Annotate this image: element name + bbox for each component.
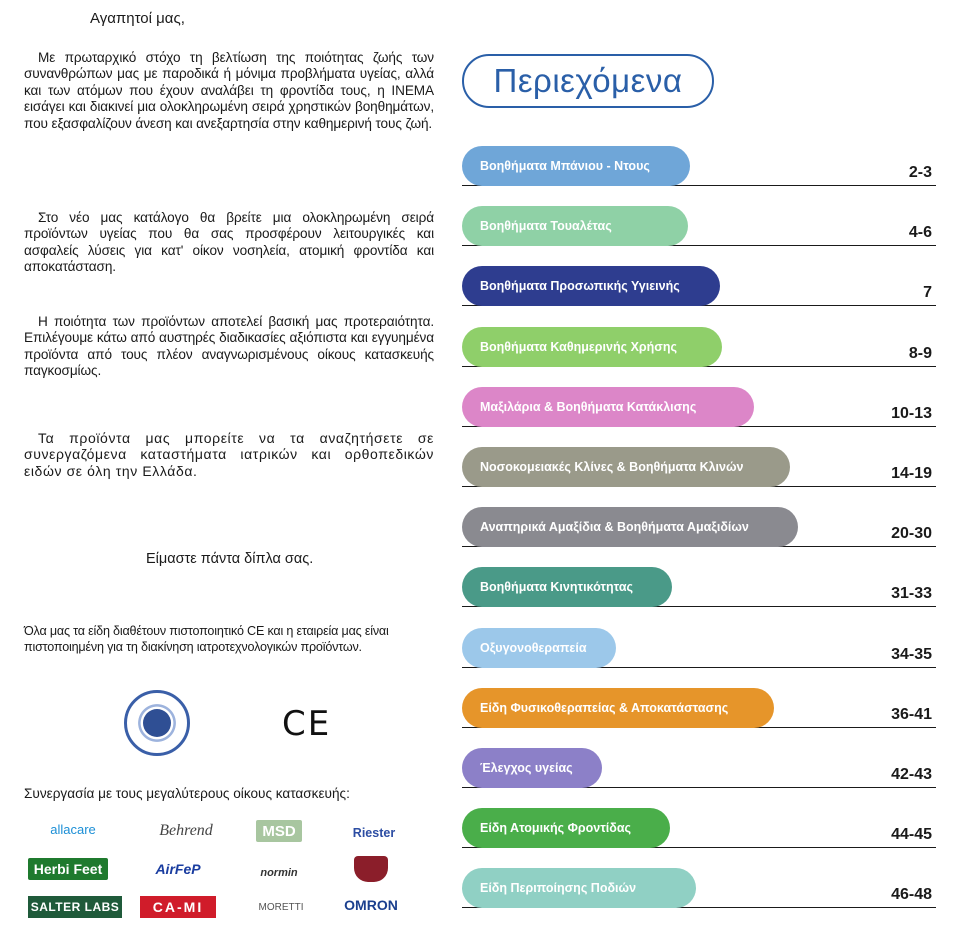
toc-item-pages: 14-19 bbox=[891, 465, 932, 482]
toc-item-pages: 36-41 bbox=[891, 705, 932, 723]
logo-airfep: AirFeP bbox=[155, 861, 201, 877]
toc-item-label: Βοηθήματα Προσωπικής Υγιεινής bbox=[462, 266, 720, 306]
logo-normin: normin bbox=[260, 867, 298, 879]
paragraph-stores: Τα προϊόντα μας μπορείτε να τα αναζητήσετε σε συνεργαζόμενα καταστήματα ιατρικών και ορθοπεδικών ειδών σε όλη την Ελλάδα. bbox=[24, 430, 434, 479]
toc-item-label: Είδη Ατομικής Φροντίδας bbox=[462, 808, 670, 848]
toc-item[interactable] bbox=[462, 266, 936, 306]
toc-item[interactable] bbox=[462, 447, 936, 487]
toc-item-pages: 42-43 bbox=[891, 766, 932, 783]
toc-item-pages: 34-35 bbox=[891, 645, 932, 663]
toc-item[interactable] bbox=[462, 628, 936, 668]
toc-item-label: Οξυγονοθεραπεία bbox=[462, 628, 616, 668]
logo-herbi-feet: Herbi Feet bbox=[28, 858, 108, 880]
paragraph-catalog: Στο νέο μας κατάλογο θα βρείτε μια ολοκληρωμένη σειρά προϊόντων υγείας που θα σας προσφέρουν λειτουργικές και ασφαλείς λύσεις για κατ' οίκον νοσηλεία, ατομική φροντίδα και αποκατάσταση. bbox=[24, 210, 434, 275]
toc-item[interactable] bbox=[462, 567, 936, 607]
greeting: Αγαπητοί μας, bbox=[90, 10, 185, 27]
toc-item-label: Νοσοκομειακές Κλίνες & Βοηθήματα Κλινών bbox=[462, 447, 790, 487]
tuv-seal-icon bbox=[124, 690, 190, 756]
toc-item[interactable] bbox=[462, 868, 936, 908]
logo-behrend: Behrend bbox=[159, 822, 213, 839]
logo-riester: Riester bbox=[352, 826, 396, 840]
logo-msd: MSD bbox=[256, 820, 302, 842]
toc-item-label: Έλεγχος υγείας bbox=[462, 748, 602, 788]
closing-line: Είμαστε πάντα δίπλα σας. bbox=[146, 551, 314, 567]
toc-item-label: Βοηθήματα Μπάνιου - Ντους bbox=[462, 146, 690, 186]
toc-title: Περιεχόμενα bbox=[462, 54, 714, 108]
ce-mark: CE bbox=[282, 704, 332, 744]
toc-item-pages: 2-3 bbox=[908, 164, 932, 181]
toc-item[interactable] bbox=[462, 387, 936, 427]
toc-item-pages: 7 bbox=[923, 284, 932, 302]
toc-item-label: Είδη Περιποίησης Ποδιών bbox=[462, 868, 696, 908]
toc-item[interactable] bbox=[462, 327, 936, 367]
toc-item[interactable] bbox=[462, 507, 936, 547]
paragraph-quality: Η ποιότητα των προϊόντων αποτελεί βασική μας προτεραιότητα. Επιλέγουμε κάτω από αυστηρές διαδικασίες αξιόπιστα και εγγυημένα προϊόντα από τους πλέον αναγνωρισμένους οίκους κατασκευής παγκοσμίως. bbox=[24, 314, 434, 379]
toc-item-pages: 44-45 bbox=[891, 826, 932, 844]
toc-item[interactable] bbox=[462, 688, 936, 728]
partners-title: Συνεργασία με τους μεγαλύτερους οίκους κατασκευής: bbox=[24, 786, 350, 801]
toc-item-pages: 10-13 bbox=[891, 404, 932, 422]
logo-salter-labs: SALTER LABS bbox=[28, 896, 122, 918]
toc-item-label: Μαξιλάρια & Βοηθήματα Κατάκλισης bbox=[462, 387, 754, 427]
toc-item-label: Βοηθήματα Κινητικότητας bbox=[462, 567, 672, 607]
toc-item[interactable] bbox=[462, 146, 936, 186]
toc-item-pages: 31-33 bbox=[891, 585, 932, 603]
toc-item-label: Είδη Φυσικοθεραπείας & Αποκατάστασης bbox=[462, 688, 774, 728]
logo-omron: OMRON bbox=[344, 897, 398, 913]
toc-item-label: Αναπηρικά Αμαξίδια & Βοηθήματα Αμαξιδίων bbox=[462, 507, 798, 547]
paragraph-intro: Με πρωταρχικό στόχο τη βελτίωση της ποιότητας ζωής των συνανθρώπων μας με παροδικά ή μόνιμα προβλήματα υγείας, αλλά και των ατόμων που έχουν αναλάβει τη φροντίδα τους, η INEMA εισάγει και διακινεί μια ολοκληρωμένη σειρά χρηστικών βοηθημάτων, που εξασφαλίζουν άνεση και ανεξαρτησία στην καθημερινή τους ζωή. bbox=[24, 50, 434, 131]
toc-item-pages: 8-9 bbox=[908, 344, 932, 362]
logo-allacare: allacare bbox=[50, 821, 96, 837]
shield-logo-icon bbox=[354, 856, 388, 882]
toc-item-pages: 46-48 bbox=[891, 886, 932, 904]
toc-item[interactable] bbox=[462, 206, 936, 246]
toc-item-label: Βοηθήματα Τουαλέτας bbox=[462, 206, 688, 246]
toc-item-label: Βοηθήματα Καθημερινής Χρήσης bbox=[462, 327, 722, 367]
logo-moretti: MORETTI bbox=[258, 901, 304, 913]
logo-cami: CA-MI bbox=[140, 896, 216, 918]
toc-item-pages: 4-6 bbox=[908, 224, 932, 242]
toc-item[interactable] bbox=[462, 748, 936, 788]
certification-logos bbox=[124, 690, 374, 760]
certification-text: Όλα μας τα είδη διαθέτουν πιστοποιητικό CE και η εταιρεία μας είναι πιστοποιημένη για τη διακίνηση ιατροτεχνολογικών προϊόντων. bbox=[24, 624, 389, 654]
toc-item[interactable] bbox=[462, 808, 936, 848]
toc-item-pages: 20-30 bbox=[891, 525, 932, 543]
